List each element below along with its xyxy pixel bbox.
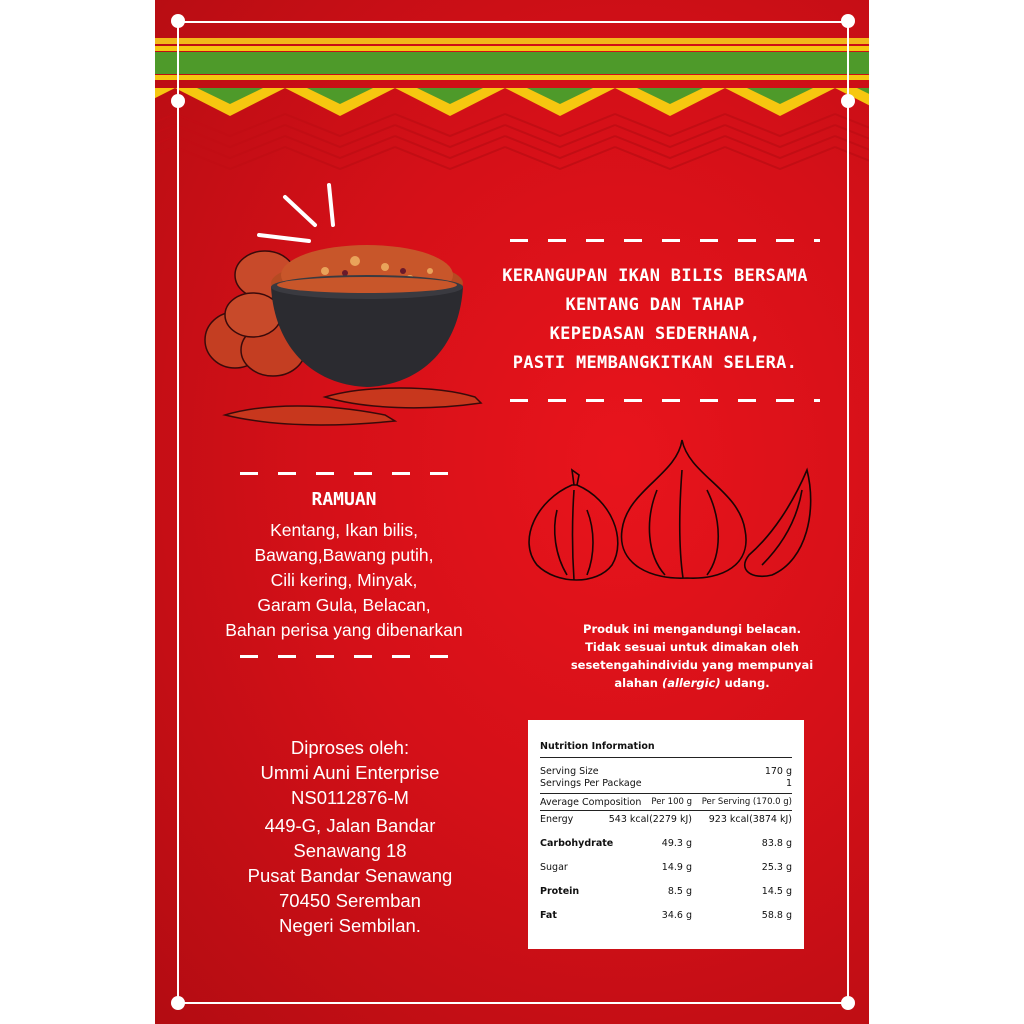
slogan-dashes-bottom: [510, 399, 820, 402]
nutrient-per-serving: 58.8 g: [761, 910, 792, 921]
slogan-line-2: KENTANG DAN TAHAP: [565, 295, 745, 315]
nutrient-label: Sugar: [540, 862, 568, 873]
allergy-line-2: Tidak sesuai untuk dimakan oleh: [585, 640, 799, 654]
nutrient-per100: 543 kcal(2279 kJ): [608, 814, 692, 825]
manufacturer-company: Ummi Auni Enterprise: [260, 762, 440, 783]
slogan-text: [465, 262, 845, 378]
allergy-notice: [527, 620, 857, 692]
ramuan-item: Bawang,Bawang putih,: [254, 545, 434, 565]
corner-dot-r: [841, 94, 855, 108]
ramuan-item: Cili kering, Minyak,: [270, 570, 418, 590]
manufacturer-reg: NS0112876-M: [291, 787, 409, 808]
nutrient-label: Protein: [540, 886, 580, 897]
nutrition-title: Nutrition Information: [540, 741, 655, 752]
corner-dot-br: [841, 996, 855, 1010]
frame-bottom: [177, 1002, 847, 1004]
frame-right: [847, 21, 849, 1004]
nutrient-per-serving: 25.3 g: [761, 862, 792, 873]
servings-label: Servings Per Package: [540, 778, 642, 789]
serving-size-row: [540, 766, 792, 777]
header-per100: Per 100 g: [651, 797, 692, 807]
allergy-line-1: Produk ini mengandungi belacan.: [583, 622, 801, 636]
serving-size-value: 170 g: [764, 766, 792, 777]
nutrient-row-protein: [540, 886, 792, 897]
address-line: 449-G, Jalan Bandar: [264, 815, 436, 836]
ramuan-dashes-bottom: [240, 655, 450, 658]
address-line: 70450 Seremban: [279, 890, 421, 911]
frame-top: [177, 21, 847, 23]
corner-dot-tr: [841, 14, 855, 28]
frame-left: [177, 21, 179, 1004]
address-block: [215, 813, 485, 938]
ramuan-item: Bahan perisa yang dibenarkan: [225, 620, 463, 640]
nutrient-row-carbohydrate: [540, 838, 792, 849]
nutrient-per100: 34.6 g: [661, 910, 692, 921]
allergy-line-4: [527, 674, 857, 692]
slogan-line-3: KEPEDASAN SEDERHANA,: [549, 324, 761, 344]
nutrient-label: Energy: [540, 814, 574, 825]
allergy-line-3: sesetengahindividu yang mempunyai: [570, 658, 814, 672]
stripe-yellow: [155, 46, 869, 51]
stripe-red-top: [155, 38, 869, 44]
serving-size-label: Serving Size: [540, 766, 599, 777]
header-label: Average Composition: [540, 797, 642, 808]
nutrient-row-energy: [540, 814, 792, 825]
nutrient-per-serving: 14.5 g: [761, 886, 792, 897]
onion-garlic-illustration: [517, 430, 827, 590]
zigzag-pattern: [155, 80, 869, 170]
slogan-line-4: PASTI MEMBANGKITKAN SELERA.: [512, 353, 798, 373]
ramuan-title: RAMUAN: [311, 489, 377, 510]
ramuan-item: Garam Gula, Belacan,: [257, 595, 431, 615]
nutrient-per100: 49.3 g: [661, 838, 692, 849]
address-line: Senawang 18: [293, 840, 407, 861]
ramuan-item: Kentang, Ikan bilis,: [270, 520, 418, 540]
nutrition-divider: [540, 793, 792, 794]
corner-dot-tl: [171, 14, 185, 28]
nutrient-per-serving: 923 kcal(3874 kJ): [708, 814, 792, 825]
nutrient-row-sugar: [540, 862, 792, 873]
package-back-panel: [155, 0, 869, 1024]
nutrient-label: Fat: [540, 910, 557, 921]
address-line: Negeri Sembilan.: [279, 915, 421, 936]
ramuan-list: [195, 518, 493, 643]
servings-value: 1: [785, 778, 792, 789]
nutrient-per100: 14.9 g: [661, 862, 692, 873]
nutrient-row-fat: [540, 910, 792, 921]
allergy-line-4-post: udang.: [720, 676, 770, 690]
allergy-line-4-em: (allergic): [662, 676, 721, 690]
manufacturer-label: Diproses oleh:: [290, 737, 410, 758]
bowl-illustration: [195, 175, 485, 445]
corner-dot-bl: [171, 996, 185, 1010]
header-per-serving: Per Serving (170.0 g): [701, 797, 792, 807]
address-line: Pusat Bandar Senawang: [247, 865, 453, 886]
nutrition-table: [528, 720, 804, 949]
stripe-green: [155, 52, 869, 74]
corner-dot-l: [171, 94, 185, 108]
nutrient-per100: 8.5 g: [667, 886, 692, 897]
allergy-line-4-pre: alahan: [614, 676, 662, 690]
manufacturer-block: [215, 735, 485, 810]
ramuan-dashes-top: [240, 472, 450, 475]
nutrition-divider: [540, 810, 792, 811]
nutrient-label: Carbohydrate: [540, 838, 614, 849]
nutrition-header-row: [540, 797, 792, 808]
slogan-dashes-top: [510, 239, 820, 242]
servings-row: [540, 778, 792, 789]
nutrition-divider: [540, 757, 792, 758]
slogan-line-1: KERANGUPAN IKAN BILIS BERSAMA: [502, 266, 808, 286]
nutrient-per-serving: 83.8 g: [761, 838, 792, 849]
